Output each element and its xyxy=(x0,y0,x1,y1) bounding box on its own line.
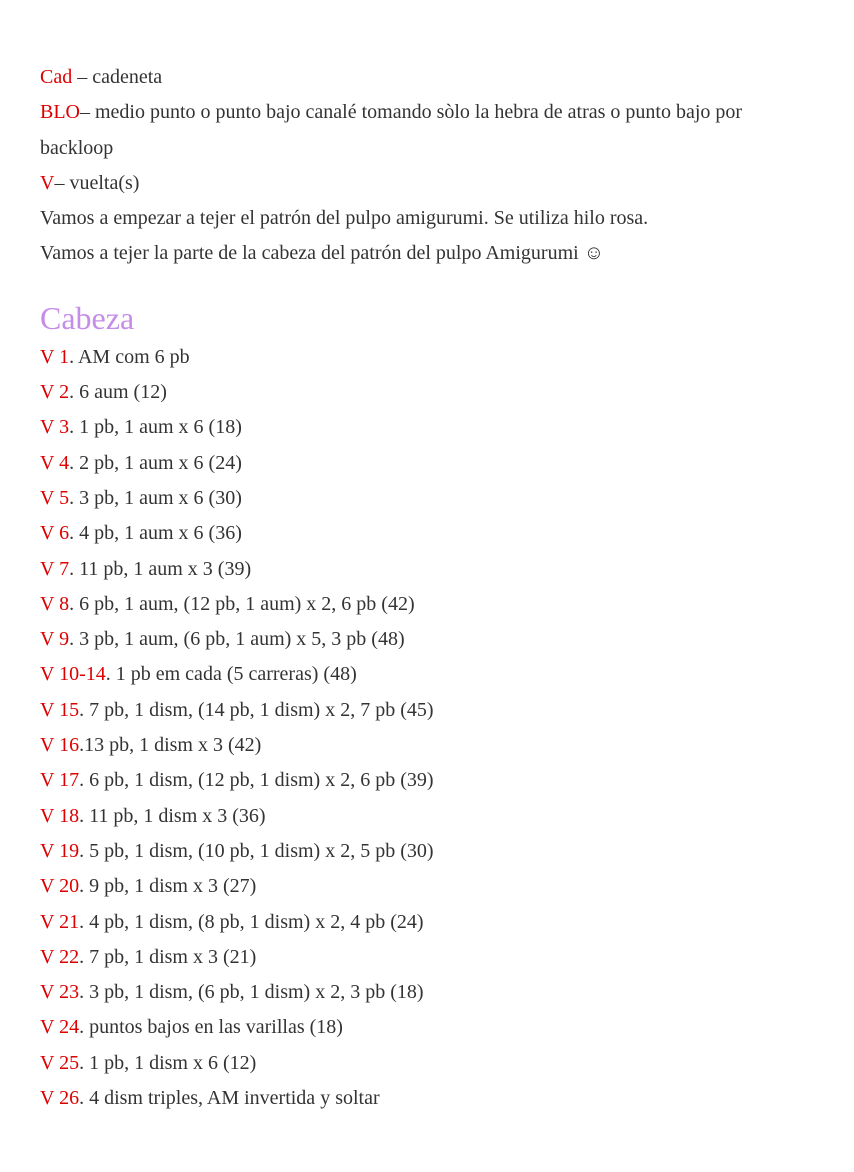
round-instructions: . 1 pb, 1 aum x 6 (18) xyxy=(69,416,242,439)
round-item xyxy=(40,869,820,904)
round-label: V 24 xyxy=(40,1016,80,1039)
round-instructions: . 7 pb, 1 dism x 3 (21) xyxy=(79,945,257,968)
round-instructions: . 6 pb, 1 aum, (12 pb, 1 aum) x 2, 6 pb (42) xyxy=(69,592,415,615)
round-label: V 18 xyxy=(40,804,80,827)
intro-paragraph: Vamos a empezar a tejer el patrón del pulpo amigurumi. Se utiliza hilo rosa. xyxy=(40,207,649,230)
glossary xyxy=(40,60,820,201)
round-instructions: . 4 dism triples, AM invertida y soltar xyxy=(79,1087,380,1110)
round-label: V 10-14 xyxy=(40,663,106,686)
round-label: V 20 xyxy=(40,875,80,898)
round-item xyxy=(40,1081,820,1116)
glossary-item-v xyxy=(40,166,820,201)
round-item xyxy=(40,799,820,834)
round-label: V 8 xyxy=(40,592,70,615)
round-instructions: . 11 pb, 1 aum x 3 (39) xyxy=(69,557,252,580)
intro-paragraph: Vamos a tejer la parte de la cabeza del patrón del pulpo Amigurumi ☺ xyxy=(40,242,605,265)
round-label: V 4 xyxy=(40,451,70,474)
round-item xyxy=(40,552,820,587)
round-label: V 25 xyxy=(40,1051,80,1074)
round-item xyxy=(40,940,820,975)
glossary-item-blo xyxy=(40,95,820,166)
round-instructions: . 6 aum (12) xyxy=(69,381,167,404)
round-label: V 6 xyxy=(40,522,70,545)
round-label: V 21 xyxy=(40,910,80,933)
round-item xyxy=(40,975,820,1010)
round-item xyxy=(40,622,820,657)
round-label: V 7 xyxy=(40,557,70,580)
round-instructions: .13 pb, 1 dism x 3 (42) xyxy=(79,734,262,757)
round-label: V 5 xyxy=(40,486,70,509)
round-instructions: . 3 pb, 1 dism, (6 pb, 1 dism) x 2, 3 pb (18) xyxy=(79,981,424,1004)
glossary-definition: – medio punto o punto bajo canalé tomando sòlo la hebra de atras o punto bajo por backloop xyxy=(40,101,743,159)
round-label: V 26 xyxy=(40,1087,80,1110)
round-instructions: . 6 pb, 1 dism, (12 pb, 1 dism) x 2, 6 pb (39) xyxy=(79,769,434,792)
glossary-item-cad xyxy=(40,60,820,95)
round-item xyxy=(40,1046,820,1081)
round-instructions: . AM com 6 pb xyxy=(69,345,190,368)
glossary-abbr: BLO xyxy=(40,101,80,124)
round-instructions: . 9 pb, 1 dism x 3 (27) xyxy=(79,875,257,898)
round-item xyxy=(40,340,820,375)
round-instructions: . 4 pb, 1 dism, (8 pb, 1 dism) x 2, 4 pb (24) xyxy=(79,910,424,933)
glossary-definition: – cadeneta xyxy=(72,66,163,88)
round-label: V 2 xyxy=(40,381,70,404)
round-item xyxy=(40,657,820,692)
round-item xyxy=(40,1010,820,1045)
round-label: V 16 xyxy=(40,734,80,757)
round-item xyxy=(40,905,820,940)
round-instructions: . 5 pb, 1 dism, (10 pb, 1 dism) x 2, 5 pb (30) xyxy=(79,839,434,862)
round-label: V 22 xyxy=(40,945,80,968)
round-item xyxy=(40,763,820,798)
round-label: V 3 xyxy=(40,416,70,439)
rounds-list xyxy=(40,340,820,1117)
round-instructions: . 2 pb, 1 aum x 6 (24) xyxy=(69,451,242,474)
round-label: V 15 xyxy=(40,698,80,721)
round-label: V 1 xyxy=(40,345,70,368)
round-item xyxy=(40,481,820,516)
round-label: V 9 xyxy=(40,628,70,651)
round-item xyxy=(40,693,820,728)
round-item xyxy=(40,375,820,410)
glossary-definition: – vuelta(s) xyxy=(54,171,140,194)
round-instructions: . puntos bajos en las varillas (18) xyxy=(79,1016,343,1039)
round-instructions: . 3 pb, 1 aum x 6 (30) xyxy=(69,486,242,509)
round-item xyxy=(40,587,820,622)
round-item xyxy=(40,834,820,869)
round-instructions: . 3 pb, 1 aum, (6 pb, 1 aum) x 5, 3 pb (48) xyxy=(69,628,405,651)
intro xyxy=(40,201,820,272)
round-label: V 17 xyxy=(40,769,80,792)
round-instructions: . 4 pb, 1 aum x 6 (36) xyxy=(69,522,242,545)
round-instructions: . 1 pb em cada (5 carreras) (48) xyxy=(105,663,357,686)
round-instructions: . 7 pb, 1 dism, (14 pb, 1 dism) x 2, 7 pb (45) xyxy=(79,698,434,721)
round-item xyxy=(40,516,820,551)
round-instructions: . 11 pb, 1 dism x 3 (36) xyxy=(79,804,266,827)
document-page xyxy=(40,60,820,1116)
round-label: V 19 xyxy=(40,839,80,862)
glossary-abbr: Cad xyxy=(40,66,73,88)
round-item xyxy=(40,446,820,481)
round-item xyxy=(40,410,820,445)
section-title: Cabeza xyxy=(40,299,135,336)
round-instructions: . 1 pb, 1 dism x 6 (12) xyxy=(79,1051,257,1074)
glossary-abbr: V xyxy=(40,171,55,194)
round-item xyxy=(40,728,820,763)
round-label: V 23 xyxy=(40,981,80,1004)
